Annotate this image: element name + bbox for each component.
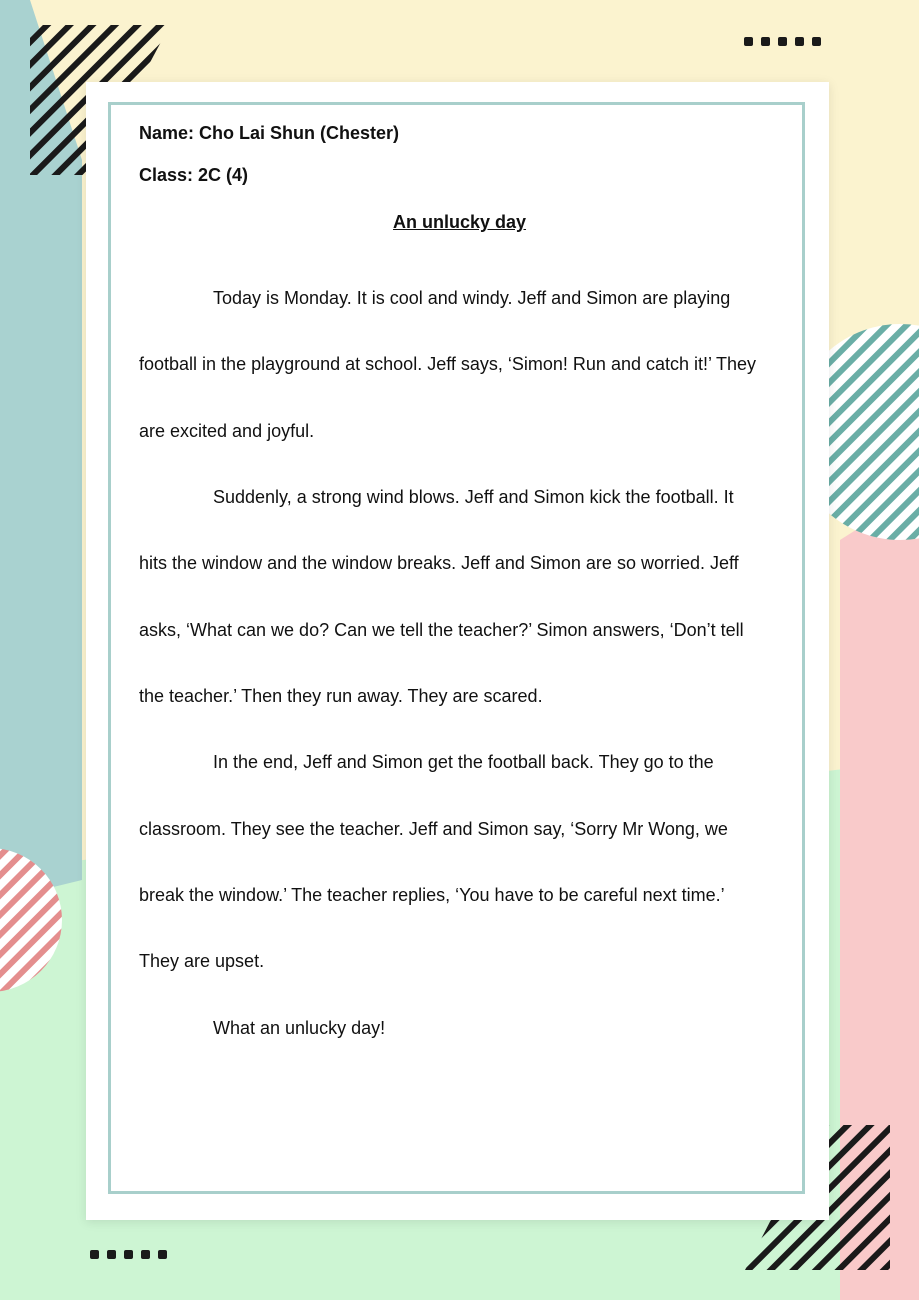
essay-line: classroom. They see the teacher. Jeff and Simon say, ‘Sorry Mr Wong, we	[139, 819, 728, 839]
essay-line: are excited and joyful.	[139, 421, 315, 441]
dots-top-right	[744, 37, 821, 46]
essay-line: break the window.’ The teacher replies, ‘You have to be careful next time.’	[139, 885, 725, 905]
student-class: Class: 2C (4)	[139, 165, 249, 185]
student-name: Name: Cho Lai Shun (Chester)	[139, 123, 400, 143]
essay-line: They are upset.	[139, 951, 265, 971]
essay-line: Suddenly, a strong wind blows. Jeff and Simon kick the football. It	[213, 487, 734, 507]
essay-line: football in the playground at school. Jeff says, ‘Simon! Run and catch it!’ They	[139, 354, 757, 374]
essay-line: asks, ‘What can we do? Can we tell the teacher?’ Simon answers, ‘Don’t tell	[139, 620, 744, 640]
essay-line: the teacher.’ Then they run away. They are scared.	[139, 686, 543, 706]
essay-line: In the end, Jeff and Simon get the football back. They go to the	[213, 752, 714, 772]
essay-title: An unlucky day	[392, 212, 527, 232]
paper-card	[86, 82, 829, 1220]
essay-line: Today is Monday. It is cool and windy. Jeff and Simon are playing	[213, 288, 731, 308]
essay-line: hits the window and the window breaks. Jeff and Simon are so worried. Jeff	[139, 553, 739, 573]
essay-line: What an unlucky day!	[213, 1018, 386, 1038]
